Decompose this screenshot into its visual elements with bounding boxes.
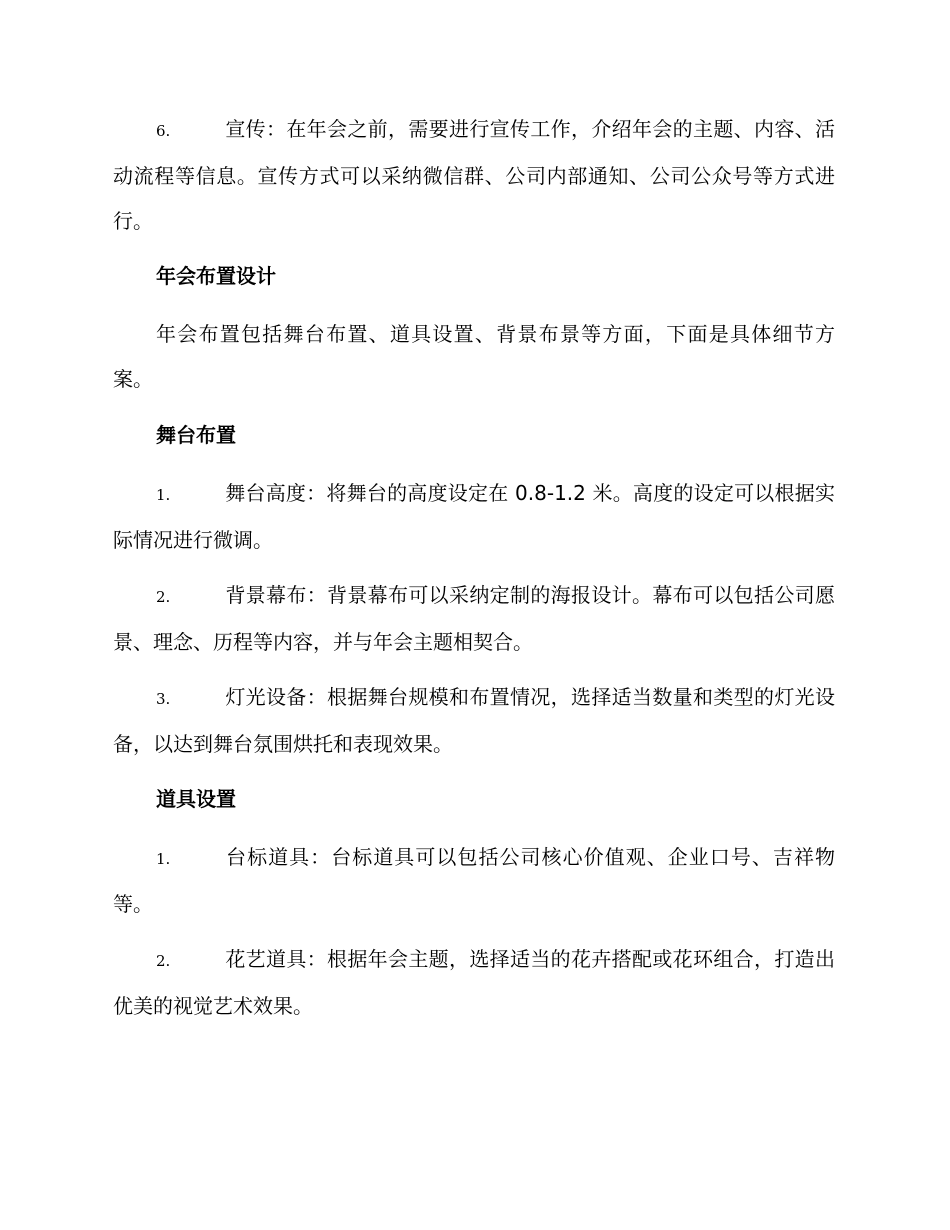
- list-number: 2.: [156, 952, 171, 970]
- list-item-text: 台标道具：台标道具可以包括公司核心价值观、企业口号、吉祥物等。: [113, 845, 835, 916]
- list-item-text: 背景幕布：背景幕布可以采纳定制的海报设计。幕布可以包括公司愿景、理念、历程等内容，并与年会主题相契合。: [113, 583, 835, 654]
- list-item-text: 灯光设备：根据舞台规模和布置情况，选择适当数量和类型的灯光设备，以达到舞台氛围烘托和表现效果。: [113, 685, 835, 756]
- section-heading-stage: 舞台布置: [156, 423, 236, 447]
- list-item-logo-props: [113, 835, 835, 927]
- list-number: 1.: [156, 850, 171, 868]
- list-item-text: 舞台高度：将舞台的高度设定在 0.8-1.2 米。高度的设定可以根据实际情况进行微调。: [113, 481, 835, 552]
- list-item-floral-props: [113, 937, 835, 1029]
- section-heading-layout-design: 年会布置设计: [156, 264, 276, 288]
- list-item-lighting: [113, 675, 835, 767]
- section-heading-props: 道具设置: [156, 787, 236, 811]
- paragraph-layout-intro: 年会布置包括舞台布置、道具设置、背景布景等方面，下面是具体细节方案。: [113, 322, 835, 391]
- list-number: 3.: [156, 690, 171, 708]
- list-number: 6.: [156, 122, 171, 140]
- list-item-backdrop: [113, 573, 835, 665]
- list-item-text: 花艺道具：根据年会主题，选择适当的花卉搭配或花环组合，打造出优美的视觉艺术效果。: [113, 947, 835, 1018]
- list-item-text: 宣传：在年会之前，需要进行宣传工作，介绍年会的主题、内容、活动流程等信息。宣传方式可以采纳微信群、公司内部通知、公司公众号等方式进行。: [113, 117, 835, 233]
- list-item-stage-height: [113, 471, 835, 563]
- list-number: 2.: [156, 588, 171, 606]
- list-item-publicity: [113, 107, 835, 244]
- list-number: 1.: [156, 486, 171, 504]
